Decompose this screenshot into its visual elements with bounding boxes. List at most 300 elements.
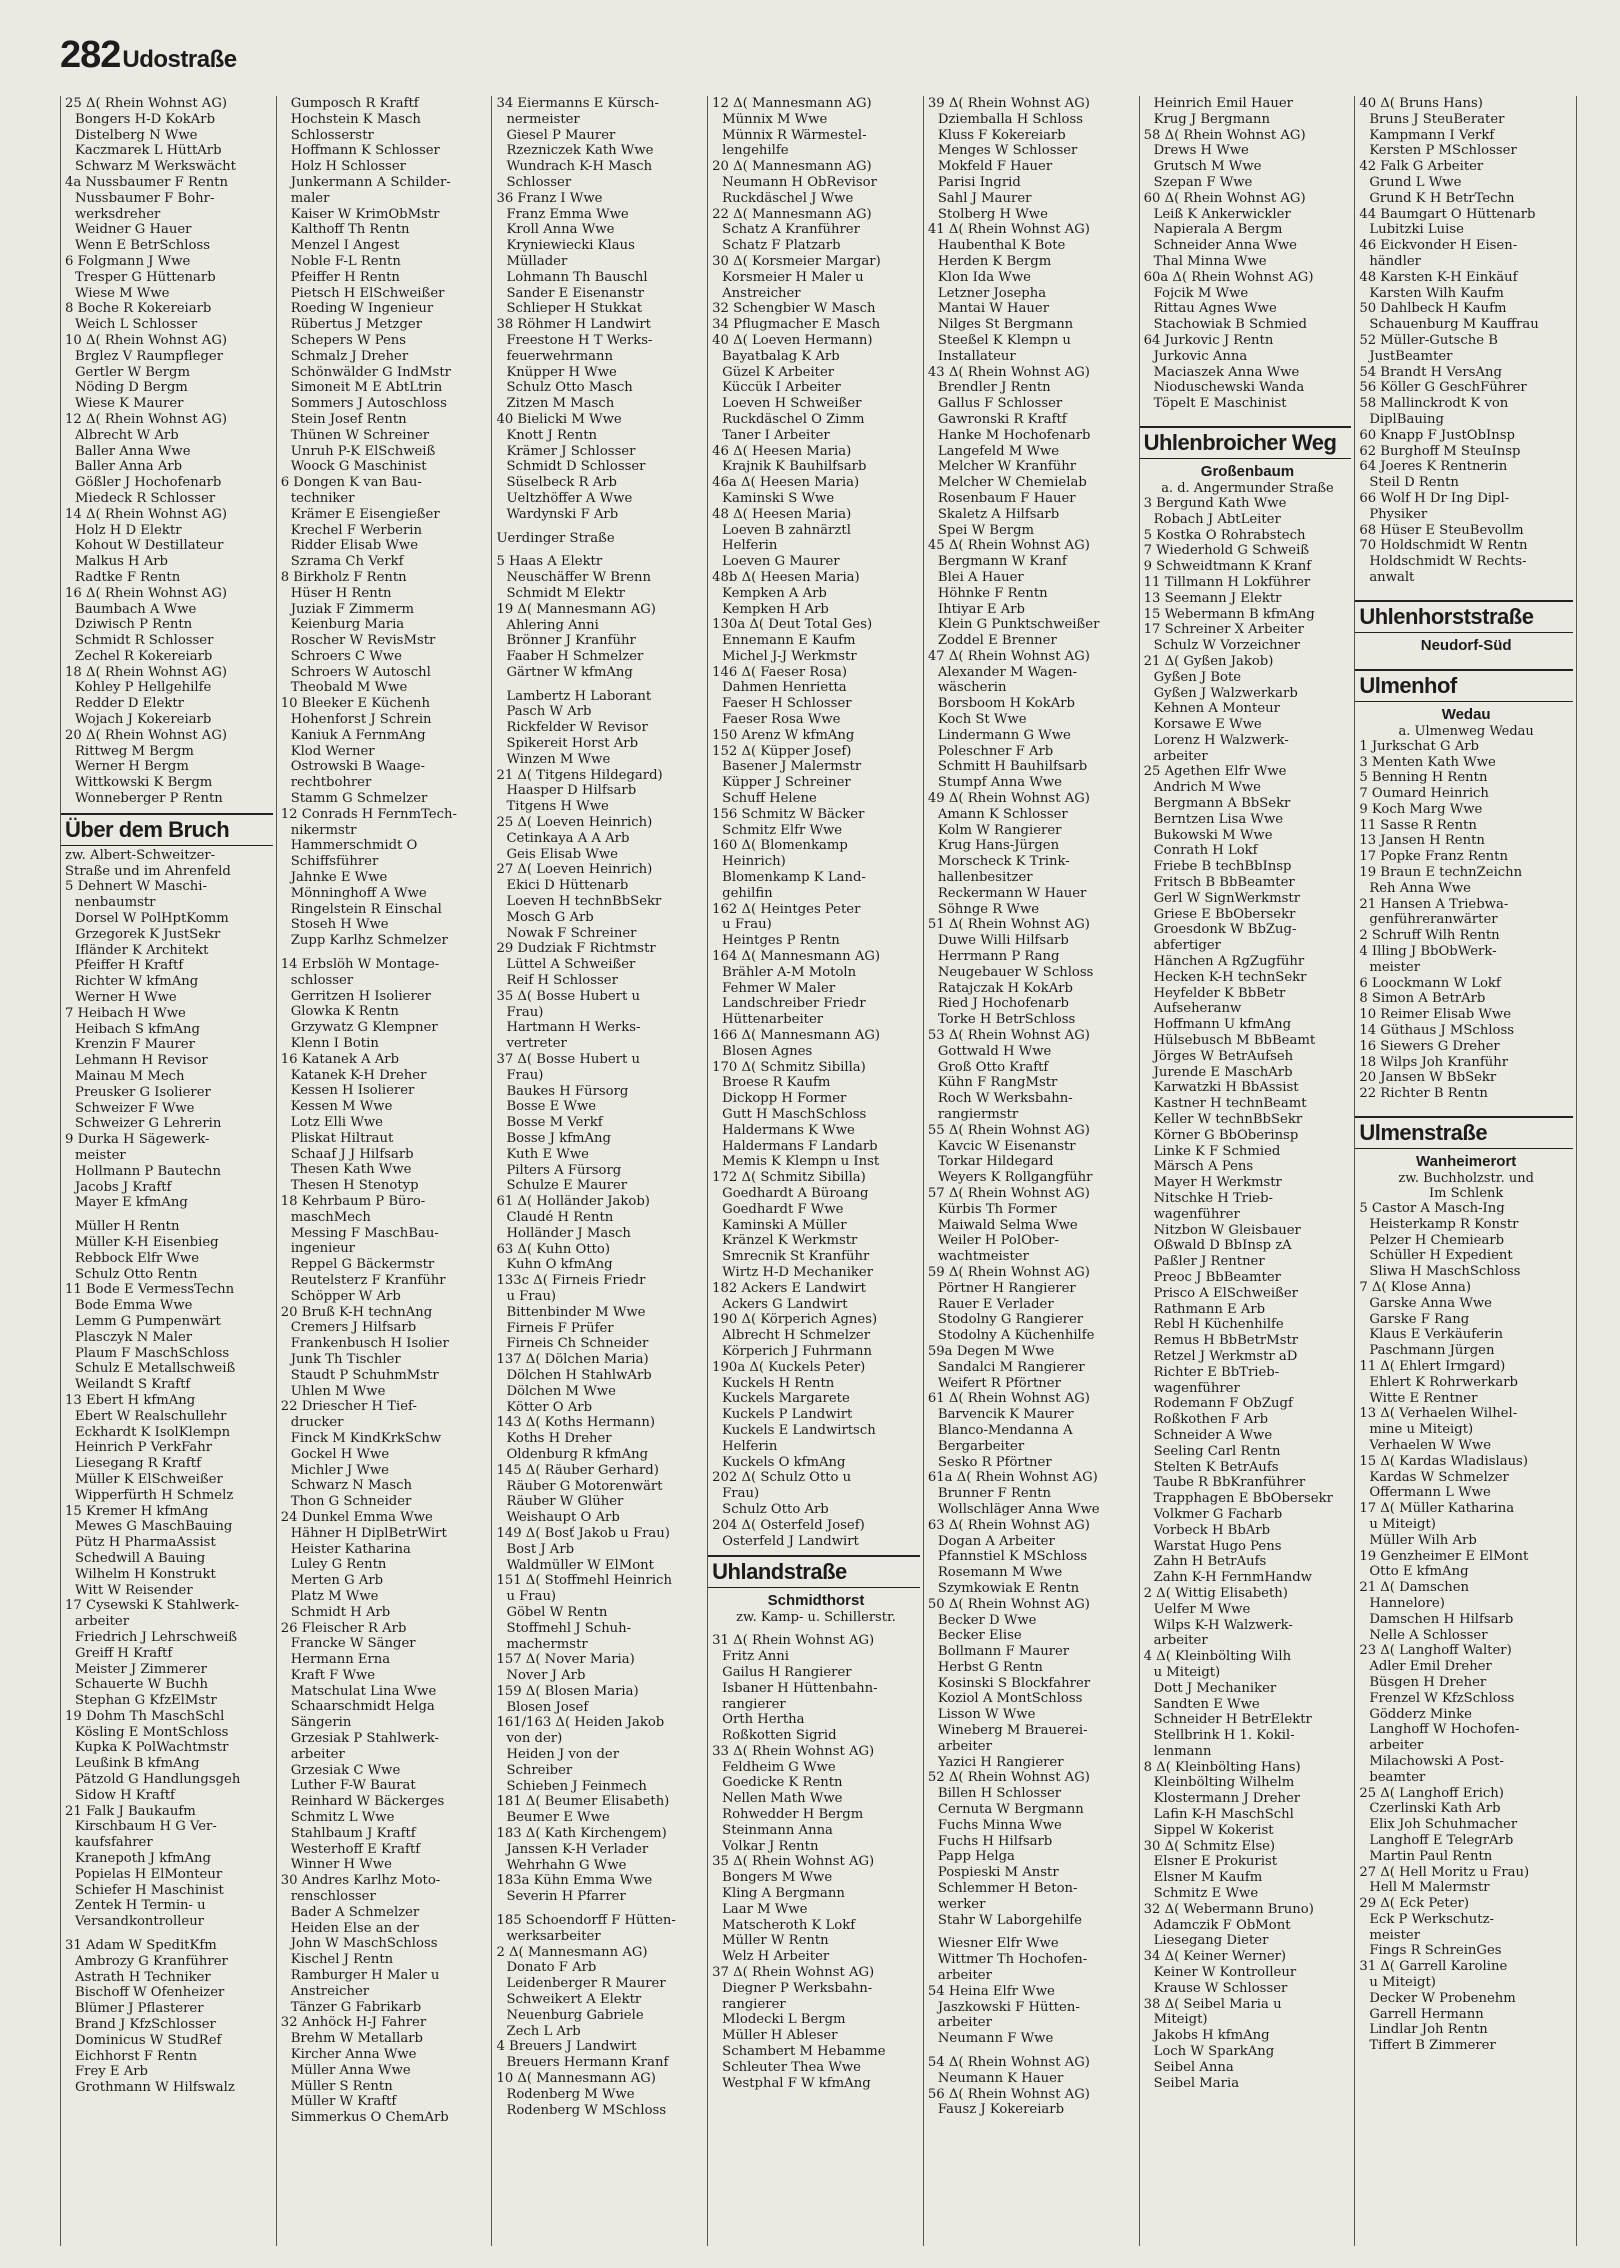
resident-entry: Heinrich P VerkFahr	[75, 1440, 212, 1456]
resident-entry: Thal Minna Wwe	[1153, 253, 1267, 269]
resident-entry: Müller S Rentn	[290, 2078, 393, 2094]
house-entry: 6 Loockmann W Lokf	[1359, 975, 1501, 991]
resident-entry: Grothmann W Hilfswalz	[75, 2080, 235, 2096]
resident-entry: drucker	[290, 1415, 344, 1431]
resident-entry: Cremers J Hilfsarb	[290, 1320, 417, 1336]
resident-entry: Frau)	[506, 1067, 544, 1083]
house-entry: 9 Koch Marg Wwe	[1359, 801, 1483, 817]
resident-entry: Rzezniczek Kath Wwe	[506, 143, 654, 159]
resident-entry: Höhnke F Rentn	[937, 585, 1048, 601]
house-entry: 62 Burghoff M SteuInsp	[1359, 443, 1521, 459]
resident-entry: Schneider A Wwe	[1153, 1427, 1273, 1443]
house-entry: 20 Bruß K-H technAng	[280, 1304, 433, 1320]
house-entry: 17 Cysewski K Stahlwerk-	[65, 1598, 240, 1614]
resident-entry: Wundrach K-H Masch	[506, 159, 653, 175]
resident-entry: Grzegorek K JustSekr	[75, 926, 221, 942]
resident-entry: Heisterkamp R Konstr	[1369, 1216, 1519, 1232]
resident-entry: Verhaelen W Wwe	[1369, 1437, 1491, 1453]
resident-entry: Kastner H technBeamt	[1153, 1096, 1307, 1112]
resident-entry: Bergmann W Kranf	[937, 554, 1067, 570]
resident-entry: Matscheroth K Lokf	[722, 1917, 856, 1933]
house-entry: 54 Brandt H VersAng	[1359, 364, 1502, 380]
resident-entry: Distelberg N Wwe	[75, 127, 198, 143]
resident-entry: Neuschäffer W Brenn	[506, 570, 651, 586]
spacer	[1359, 1102, 1573, 1110]
resident-entry: Klein G Punktschweißer	[937, 617, 1100, 633]
resident-entry: maschMech	[290, 1209, 371, 1225]
resident-entry: Memis K Klempn u Inst	[722, 1154, 880, 1170]
resident-entry: Bayatbalag K Arb	[722, 348, 840, 364]
resident-entry: Dahmen Henrietta	[722, 680, 847, 696]
house-entry: 57 Δ( Rhein Wohnst AG)	[927, 1185, 1090, 1201]
resident-entry: Rodemann F ObZugf	[1153, 1396, 1293, 1412]
house-entry: Straße und im Ahrenfeld	[65, 863, 231, 879]
resident-entry: Sängerin	[290, 1715, 352, 1731]
resident-entry: Lindlar Joh Rentn	[1369, 2022, 1488, 2038]
resident-entry: Preusker G Isolierer	[75, 1084, 211, 1100]
spacer	[712, 1625, 920, 1633]
resident-entry: Baukes H Fürsorg	[506, 1083, 629, 1099]
resident-entry: wäscherin	[937, 680, 1007, 696]
resident-entry: Schulz Otto Rentn	[75, 1266, 198, 1282]
resident-entry: ingenieur	[290, 1241, 355, 1257]
resident-entry: Rathmann E Arb	[1153, 1301, 1266, 1317]
resident-entry: Wehrhahn G Wwe	[506, 1857, 627, 1873]
resident-entry: Osterfeld J Landwirt	[722, 1533, 859, 1549]
resident-entry: Plaum F MaschSchloss	[75, 1345, 230, 1361]
house-entry: 4 Illing J BbObWerk-	[1359, 944, 1497, 960]
resident-entry: Dominicus W StudRef	[75, 2032, 222, 2048]
resident-entry: Kranepoth J kfmAng	[75, 1851, 211, 1867]
resident-entry: Paßler J Rentner	[1153, 1254, 1265, 1270]
house-entry: 15 Webermann B kfmAng	[1143, 606, 1315, 622]
resident-entry: Karwatzki H BbAssist	[1153, 1080, 1299, 1096]
resident-entry: Reif H Schlosser	[506, 973, 618, 989]
resident-entry: Blei A Hauer	[937, 569, 1024, 585]
resident-entry: arbeiter	[1153, 748, 1208, 764]
resident-entry: u Miteigt)	[1153, 1664, 1221, 1680]
resident-entry: Knott J Rentn	[506, 427, 598, 443]
resident-entry: Schambert M Hebamme	[722, 2044, 886, 2060]
house-entry: 37 Δ( Rhein Wohnst AG)	[712, 1965, 875, 1981]
resident-entry: Grund L Wwe	[1369, 174, 1462, 190]
resident-entry: Friebe B techBbInsp	[1153, 859, 1292, 875]
resident-entry: Hüser H Rentn	[290, 585, 392, 601]
house-entry: 14 Erbslöh W Montage-	[280, 957, 440, 973]
resident-entry: Billen H Schlosser	[937, 1786, 1062, 1802]
resident-entry: Zahn H BetrAufs	[1153, 1554, 1267, 1570]
resident-entry: Blümer J Pflasterer	[75, 2001, 204, 2017]
house-entry: 25 Δ( Langhoff Erich)	[1359, 1785, 1504, 1801]
house-entry: 10 Δ( Mannesmann AG)	[496, 2071, 656, 2087]
resident-entry: techniker	[290, 490, 355, 506]
resident-entry: Finck M KindKrkSchw	[290, 1430, 442, 1446]
resident-entry: Liesegang Dieter	[1153, 1933, 1269, 1949]
resident-entry: Oldenburg R kfmAng	[506, 1446, 649, 1462]
resident-entry: Janssen K-H Verlader	[506, 1841, 649, 1857]
resident-entry: Reckermann W Hauer	[937, 885, 1087, 901]
resident-entry: Ramburger H Maler u	[290, 1968, 440, 1984]
house-entry: 13 Δ( Verhaelen Wilhel-	[1359, 1406, 1518, 1422]
resident-entry: Wittkowski K Bergm	[75, 775, 213, 791]
resident-entry: Müller H Rentn	[75, 1219, 180, 1235]
resident-entry: Schneider Anna Wwe	[1153, 238, 1297, 254]
resident-entry: Heister Katharina	[290, 1541, 411, 1557]
resident-entry: Schwarz M Werkswächt	[75, 159, 236, 175]
resident-entry: Andrich M Wwe	[1153, 780, 1261, 796]
resident-entry: Schatz A Kranführer	[722, 222, 860, 238]
house-entry: 14 Δ( Rhein Wohnst AG)	[65, 506, 228, 522]
resident-entry: Lorenz H Walzwerk-	[1153, 732, 1289, 748]
resident-entry: Messing F MaschBau-	[290, 1225, 439, 1241]
resident-entry: Bost J Arb	[506, 1541, 575, 1557]
resident-entry: Schulz E Metallschweiß	[75, 1361, 236, 1377]
resident-entry: Amann K Schlosser	[937, 806, 1068, 822]
resident-entry: Volkmer G Facharb	[1153, 1506, 1283, 1522]
resident-entry: Loeven H technBbSekr	[506, 894, 662, 910]
resident-entry: Loeven G Maurer	[722, 554, 840, 570]
resident-entry: Schmitz L Wwe	[290, 1810, 395, 1826]
resident-entry: Katanek K-H Dreher	[290, 1067, 427, 1083]
resident-entry: Gerl W SignWerkmstr	[1153, 890, 1301, 906]
resident-entry: Schreiber	[506, 1762, 573, 1778]
resident-entry: Schwarz N Masch	[290, 1478, 412, 1494]
resident-entry: Wiesner Elfr Wwe	[937, 1936, 1059, 1952]
resident-entry: Stahr W Laborgehilfe	[937, 1912, 1082, 1928]
resident-entry: Gödderz Minke	[1369, 1706, 1472, 1722]
resident-entry: Eck P Werkschutz-	[1369, 1911, 1494, 1927]
resident-entry: Uelfer M Wwe	[1153, 1601, 1251, 1617]
resident-entry: arbeiter	[290, 1746, 345, 1762]
resident-entry: Eckhardt K IsolKlempn	[75, 1424, 231, 1440]
house-entry: 50 Δ( Rhein Wohnst AG)	[927, 1596, 1090, 1612]
resident-entry: Schweikert A Elektr	[506, 1992, 642, 2008]
resident-entry: Schlosser	[506, 174, 572, 190]
resident-entry: Elsner E Prokurist	[1153, 1854, 1278, 1870]
resident-entry: Schaaf J J Hilfsarb	[290, 1146, 414, 1162]
resident-entry: Schlosserstr	[290, 127, 374, 143]
resident-entry: lenmann	[1153, 1743, 1212, 1759]
house-entry: 10 Reimer Elisab Wwe	[1359, 1007, 1512, 1023]
resident-entry: Ried J Hochofenarb	[937, 996, 1069, 1012]
resident-entry: Rübertus J Metzger	[290, 317, 423, 333]
resident-entry: Papp Helga	[937, 1849, 1015, 1865]
resident-entry: arbeiter	[75, 1614, 130, 1630]
resident-entry: Kuckels E Landwirtsch	[722, 1422, 876, 1438]
resident-entry: Menges W Schlosser	[937, 143, 1078, 159]
resident-entry: Krenzin F Maurer	[75, 1037, 195, 1053]
house-entry: 21 Hansen A Triebwa-	[1359, 896, 1509, 912]
resident-entry: Wojach J Kokereiarb	[75, 712, 212, 728]
resident-entry: Grund K H BetrTechn	[1369, 190, 1515, 206]
resident-entry: Helferin	[722, 1438, 778, 1454]
resident-entry: Rebbock Elfr Wwe	[75, 1250, 199, 1266]
resident-entry: Kaniuk A FernmAng	[290, 727, 426, 743]
resident-entry: Krechel F Werberin	[290, 522, 422, 538]
resident-entry: Torke H BetrSchloss	[937, 1012, 1076, 1028]
house-entry: 55 Δ( Rhein Wohnst AG)	[927, 1122, 1090, 1138]
resident-entry: Heinrich Emil Hauer	[1153, 96, 1293, 111]
directory-columns	[60, 96, 1577, 2246]
resident-entry: Goedhardt F Wwe	[722, 1201, 844, 1217]
house-entry: 63 Δ( Rhein Wohnst AG)	[927, 1517, 1090, 1533]
resident-entry: Dziwisch P Rentn	[75, 617, 193, 633]
resident-entry: Mainau M Mech	[75, 1069, 185, 1085]
house-entry: 33 Δ( Rhein Wohnst AG)	[712, 1743, 875, 1759]
house-entry: 161/163 Δ( Heiden Jakob	[496, 1715, 665, 1731]
resident-entry: u Frau)	[506, 1288, 557, 1304]
street-location: zw. Buchholzstr. und	[1398, 1171, 1534, 1187]
resident-entry: Blosen Agnes	[722, 1043, 813, 1059]
house-entry: 7 Δ( Klose Anna)	[1359, 1280, 1472, 1296]
resident-entry: Faeser H Schlosser	[722, 696, 852, 712]
resident-entry: Juziak F Zimmerm	[290, 601, 415, 617]
resident-entry: Bukowski M Wwe	[1153, 827, 1273, 843]
resident-entry: Theobald M Wwe	[290, 680, 408, 696]
resident-entry: Jaszkowski F Hütten-	[937, 1999, 1080, 2015]
resident-entry: Heinrich)	[722, 854, 786, 870]
resident-entry: Wonneberger P Rentn	[75, 791, 223, 807]
house-entry: 54 Heina Elfr Wwe	[927, 1983, 1055, 1999]
house-entry: 190 Δ( Körperich Agnes)	[712, 1312, 878, 1328]
house-entry: 166 Δ( Mannesmann AG)	[712, 1028, 881, 1044]
resident-entry: Junk Th Tischler	[290, 1351, 401, 1367]
house-entry: 32 Schengbier W Masch	[712, 301, 876, 317]
house-entry: 41 Δ( Rhein Wohnst AG)	[927, 222, 1090, 238]
resident-entry: Bosse E Wwe	[506, 1099, 597, 1115]
resident-entry: Schmidt R Schlosser	[75, 633, 214, 649]
resident-entry: Aufseheranw	[1153, 1001, 1242, 1017]
house-entry: 40 Bielicki M Wwe	[496, 411, 622, 427]
resident-entry: Faaber H Schmelzer	[506, 649, 644, 665]
resident-entry: Kavcic W Eisenanstr	[937, 1138, 1076, 1154]
resident-entry: Ratajczak H KokArb	[937, 980, 1073, 996]
resident-entry: Robach J AbtLeiter	[1153, 511, 1281, 527]
house-entry: 137 Δ( Dölchen Maria)	[496, 1352, 649, 1368]
resident-entry: arbeiter	[937, 2015, 992, 2031]
resident-entry: Stephan G KfzElMstr	[75, 1693, 217, 1709]
resident-entry: Kuckels H Rentn	[722, 1375, 835, 1391]
house-entry: 20 Δ( Rhein Wohnst AG)	[65, 727, 228, 743]
resident-entry: Kränzel K Werkmstr	[722, 1233, 858, 1249]
resident-entry: Büsgen H Dreher	[1369, 1674, 1487, 1690]
house-entry: 36 Franz I Wwe	[496, 190, 603, 206]
resident-entry: anwalt	[1369, 569, 1415, 585]
resident-entry: Albrecht H Schmelzer	[722, 1328, 871, 1344]
resident-entry: Schieben J Feinmech	[506, 1778, 647, 1794]
resident-entry: Sesko R Pförtner	[937, 1454, 1052, 1470]
resident-entry: Martin Paul Rentn	[1369, 1848, 1493, 1864]
resident-entry: Dogan A Arbeiter	[937, 1533, 1055, 1549]
resident-entry: Nöding D Bergm	[75, 380, 188, 396]
resident-entry: Breuers Hermann Kranf	[506, 2055, 669, 2071]
resident-entry: Orth Hertha	[722, 1712, 805, 1728]
resident-entry: Kersten P MSchlosser	[1369, 143, 1517, 159]
resident-entry: Stachowiak B Schmied	[1153, 317, 1307, 333]
house-entry: 31 Adam W SpeditKfm	[65, 1938, 217, 1954]
house-entry: 20 Δ( Mannesmann AG)	[712, 159, 872, 175]
resident-entry: Remus H BbBetrMstr	[1153, 1333, 1299, 1349]
resident-entry: Reinhard W Bäckerges	[290, 1794, 445, 1810]
resident-entry: Conrath H Lokf	[1153, 843, 1258, 859]
resident-entry: Nitzbon W Gleisbauer	[1153, 1222, 1301, 1238]
resident-entry: Westerhoff E Kraftf	[290, 1841, 421, 1857]
resident-entry: Roßkotten Sigrid	[722, 1728, 837, 1744]
resident-entry: Schmidt M Elektr	[506, 585, 625, 601]
resident-entry: Blosen Josef	[506, 1699, 589, 1715]
resident-entry: Schmitz Elfr Wwe	[722, 822, 843, 838]
resident-entry: Linke K F Schmied	[1153, 1143, 1281, 1159]
resident-entry: Schauerte W Buchh	[75, 1677, 208, 1693]
resident-entry: Rittweg M Bergm	[75, 743, 194, 759]
resident-entry: Goedicke K Rentn	[722, 1775, 843, 1791]
directory-column-2	[277, 96, 493, 2246]
resident-entry: Kuckels Margarete	[722, 1391, 850, 1407]
house-entry: 35 Δ( Rhein Wohnst AG)	[712, 1854, 875, 1870]
house-entry: 1 Jurkschat G Arb	[1359, 738, 1479, 754]
resident-entry: Rebl H Küchenhilfe	[1153, 1317, 1284, 1333]
resident-entry: Volkar J Rentn	[722, 1838, 819, 1854]
resident-entry: Broese R Kaufm	[722, 1075, 831, 1091]
resident-entry: Werner H Bergm	[75, 759, 189, 775]
resident-entry: Bode Emma Wwe	[75, 1298, 193, 1314]
resident-entry: Unruh P-K ElSchweiß	[290, 443, 436, 459]
house-entry: 30 Δ( Korsmeier Margar)	[712, 253, 881, 269]
resident-entry: Damschen H Hilfsarb	[1369, 1611, 1514, 1627]
resident-entry: Loch W SparkAng	[1153, 2044, 1275, 2060]
resident-entry: Frey E Arb	[75, 2064, 148, 2080]
house-entry: 58 Mallinckrodt K von	[1359, 396, 1509, 412]
resident-entry: Tresper G Hüttenarb	[75, 269, 216, 285]
resident-entry: Geis Elisab Wwe	[506, 846, 618, 862]
resident-entry: Malkus H Arb	[75, 554, 168, 570]
resident-entry: machermstr	[506, 1636, 588, 1652]
resident-entry: Hänchen A RgZugführ	[1153, 954, 1305, 970]
house-entry: 31 Δ( Garrell Karoline	[1359, 1959, 1508, 1975]
resident-entry: Rodenberg M Wwe	[506, 2086, 635, 2102]
resident-entry: Kampmann I Verkf	[1369, 127, 1495, 143]
resident-entry: Ridder Elisab Wwe	[290, 538, 419, 554]
house-entry: 7 Oumard Heinrich	[1359, 786, 1489, 802]
resident-entry: nenbaumstr	[75, 895, 156, 911]
resident-entry: Koch St Wwe	[937, 712, 1027, 728]
resident-entry: Offermann L Wwe	[1369, 1485, 1491, 1501]
resident-entry: meister	[1369, 1927, 1421, 1943]
resident-entry: Schneider H BetrElektr	[1153, 1712, 1312, 1728]
house-entry: 183a Kühn Emma Wwe	[496, 1873, 653, 1889]
resident-entry: Miteigt)	[1153, 2012, 1208, 2028]
resident-entry: JustBeamter	[1369, 348, 1453, 364]
resident-entry: beamter	[1369, 1769, 1426, 1785]
resident-entry: Schulz Otto Masch	[506, 380, 633, 396]
resident-entry: Müller Wilh Arb	[1369, 1532, 1477, 1548]
house-entry: 185 Schoendorff F Hütten-	[496, 1913, 676, 1929]
resident-entry: Ruckdäschel O Zimm	[722, 411, 865, 427]
resident-entry: Milachowski A Post-	[1369, 1753, 1504, 1769]
resident-entry: Pelzer H Chemiearb	[1369, 1232, 1505, 1248]
resident-entry: Landschreiber Friedr	[722, 996, 866, 1012]
resident-entry: Zech L Arb	[506, 2023, 581, 2039]
resident-entry: Duwe Willi Hilfsarb	[937, 933, 1069, 949]
house-entry: 38 Röhmer H Landwirt	[496, 317, 651, 333]
resident-entry: Gyßen J Walzwerkarb	[1153, 685, 1298, 701]
house-entry: 59a Degen M Wwe	[927, 1343, 1055, 1359]
resident-entry: Herden K Bergm	[937, 253, 1052, 269]
resident-entry: Baumbach A Wwe	[75, 601, 197, 617]
resident-entry: Richter W kfmAng	[75, 974, 199, 990]
house-entry: 4a Nussbaumer F Rentn	[65, 174, 228, 190]
house-entry: 26 Fleischer R Arb	[280, 1620, 407, 1636]
house-entry: 43 Δ( Rhein Wohnst AG)	[927, 364, 1090, 380]
resident-entry: Pfeiffer H Kraftf	[75, 958, 184, 974]
resident-entry: Schweizer G Lehrerin	[75, 1116, 222, 1132]
house-entry: 17 Popke Franz Rentn	[1359, 849, 1508, 865]
house-entry: 151 Δ( Stoffmehl Heinrich	[496, 1573, 672, 1589]
resident-entry: Pospieski M Anstr	[937, 1865, 1059, 1881]
resident-entry: Jörges W BetrAufseh	[1153, 1048, 1294, 1064]
resident-entry: Korsmeier H Maler u	[722, 269, 864, 285]
resident-entry: Franz Emma Wwe	[506, 206, 629, 222]
directory-column-6	[1140, 96, 1356, 2246]
resident-entry: Hoffmann K Schlosser	[290, 143, 440, 159]
resident-entry: Hochstein K Masch	[290, 111, 421, 127]
resident-entry: Keller W technBbSekr	[1153, 1112, 1303, 1128]
resident-entry: Wineberg M Brauerei-	[937, 1723, 1088, 1739]
resident-entry: Schiefer H Maschinist	[75, 1882, 224, 1898]
resident-entry: Radtke F Rentn	[75, 569, 181, 585]
resident-entry: Schmitt H Bauhilfsarb	[937, 759, 1088, 775]
resident-entry: Donato F Arb	[506, 1960, 597, 1976]
resident-entry: abfertiger	[1153, 938, 1221, 954]
resident-entry: Rohwedder H Bergm	[722, 1807, 864, 1823]
house-entry: 5 Kostka O Rohrabstech	[1143, 527, 1306, 543]
street-location: Im Schlenk	[1429, 1186, 1504, 1202]
resident-entry: Sandten E Wwe	[1153, 1696, 1260, 1712]
resident-entry: Versandkontrolleur	[75, 1914, 204, 1930]
resident-entry: Seeling Carl Rentn	[1153, 1443, 1281, 1459]
house-entry: 25 Agethen Elfr Wwe	[1143, 764, 1287, 780]
resident-entry: Kötter O Arb	[506, 1399, 593, 1415]
resident-entry: Reh Anna Wwe	[1369, 880, 1471, 896]
house-entry: 48 Δ( Heesen Maria)	[712, 506, 852, 522]
resident-entry: Stodolny A Küchenhilfe	[937, 1328, 1095, 1344]
resident-entry: Claudé H Rentn	[506, 1209, 614, 1225]
resident-entry: Reppel G Bäckermstr	[290, 1257, 435, 1273]
district-name: Schmidthorst	[767, 1592, 865, 1610]
house-entry: 44 Baumgart O Hüttenarb	[1359, 206, 1536, 222]
resident-entry: Sommers J Autoschloss	[290, 396, 447, 412]
resident-entry: Nowak F Schreiner	[506, 925, 637, 941]
resident-entry: Pliskat Hiltraut	[290, 1130, 394, 1146]
resident-entry: Fritsch B BbBeamter	[1153, 875, 1295, 891]
resident-entry: Schuff Helene	[722, 791, 817, 807]
resident-entry: Hohenforst J Schrein	[290, 712, 432, 728]
resident-entry: arbeiter	[1153, 1633, 1208, 1649]
resident-entry: Klenn I Botin	[290, 1036, 379, 1052]
resident-entry: Dott J Mechaniker	[1153, 1680, 1277, 1696]
house-entry: 37 Δ( Bosse Hubert u	[496, 1052, 640, 1068]
resident-entry: Klaus E Verkäuferin	[1369, 1327, 1503, 1343]
resident-entry: Bittenbinder M Wwe	[506, 1304, 646, 1320]
resident-entry: Melcher W Chemielab	[937, 475, 1087, 491]
resident-entry: arbeiter	[937, 1968, 992, 1984]
resident-entry: Heibach S kfmAng	[75, 1021, 200, 1037]
resident-entry: Frau)	[722, 1486, 760, 1502]
resident-entry: Oßwald D BbInsp zA	[1153, 1238, 1292, 1254]
resident-entry: Klon Ida Wwe	[937, 269, 1031, 285]
resident-entry: Kuckels P Landwirt	[722, 1407, 853, 1423]
resident-entry: Spikereit Horst Arb	[506, 736, 639, 752]
